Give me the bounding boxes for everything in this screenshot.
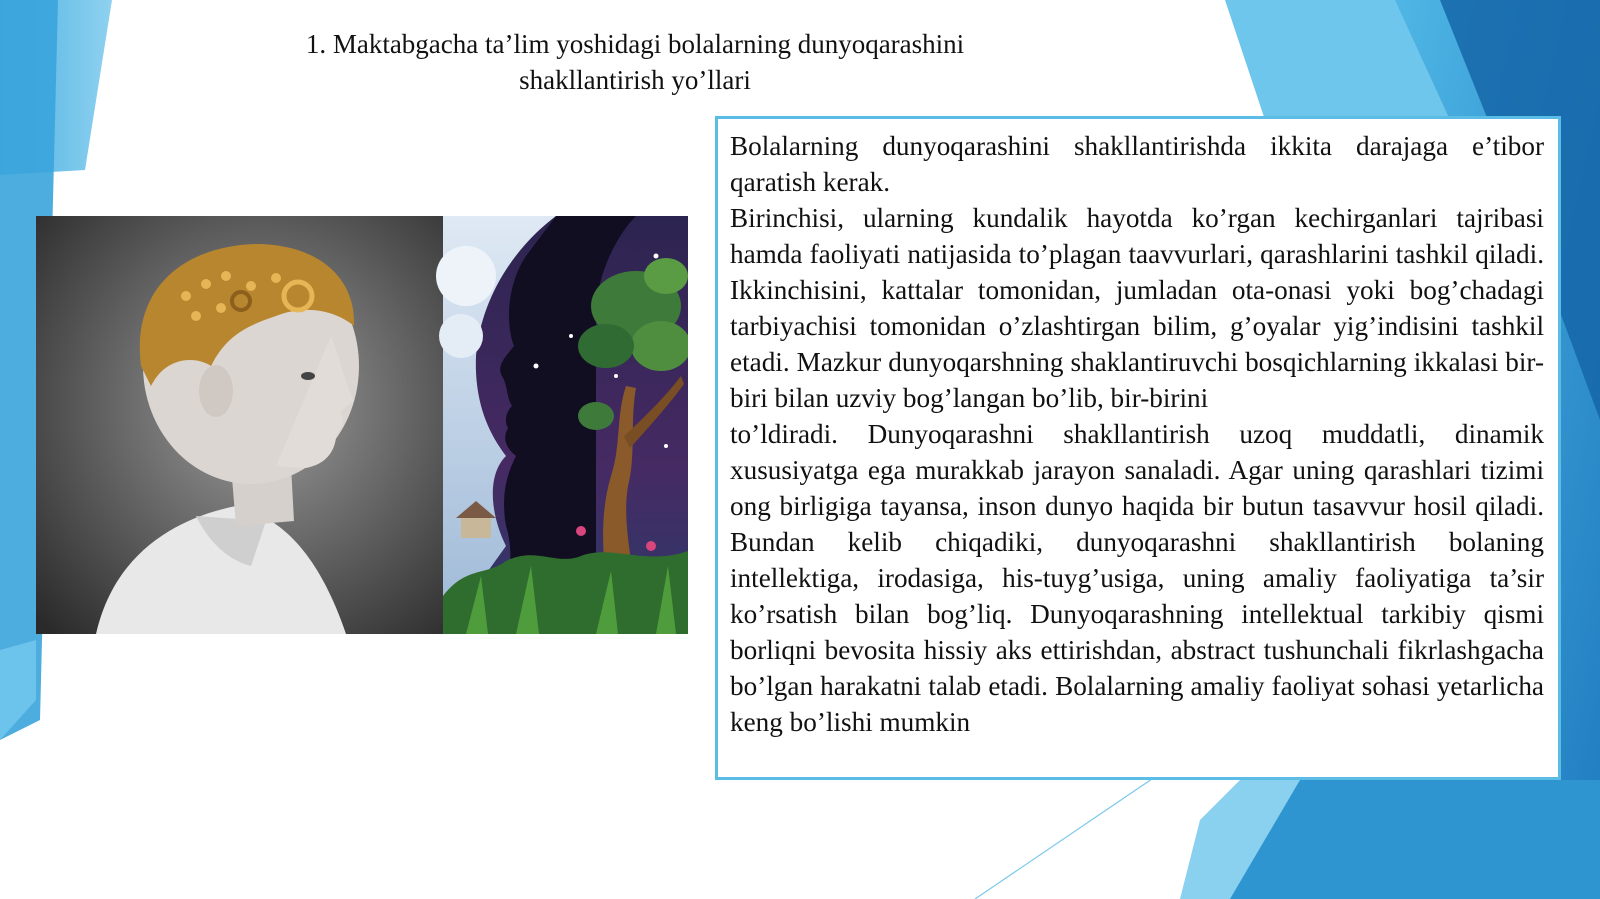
boy-profile-photo [36, 216, 443, 634]
content-text-box [715, 116, 1561, 780]
image-panel [36, 216, 688, 634]
slide-title [250, 26, 1020, 98]
bg-thin-line [975, 760, 1180, 899]
title-line-2: shakllantirish yo’llari [519, 65, 751, 95]
paragraph-1: Bolalarning dunyoqarashini shakllantirishda ikkita darajaga e’tibor qaratish kerak. [730, 131, 1544, 197]
title-line-1: 1. Maktabgacha ta’lim yoshidagi bolalarning dunyoqarashini [305, 29, 965, 59]
paragraph-3: to’ldiradi. Dunyoqarashni shakllantirish uzoq muddatli, dinamik xususiyatga ega murakkab jarayon sanaladi. Agar uning qarashlari tizimi ong birligiga tayansa, inson dunyo haqida bir butun tasavvur hosil qiladi. Bundan kelib chiqadiki, dunyoqarashni shakllantirish bolaning intellektiga, irodasiga, his-tuyg’usiga, uning amaliy faoliyatiga ta’sir ko’rsatish bilan bog’liq. Dunyoqarashning intellektual tarkibiy qismi borliqni bevosita hissiy aks ettirishdan, abstract tushunchali fikrlashgacha bo’lgan harakatni talab etadi. Bolalarning amaliy faoliyat sohasi yetarlicha keng bo’lishi mumkin [730, 419, 1544, 737]
paragraph-2: Birinchisi, ularning kundalik hayotda ko’rgan kechirganlari tajribasi hamda faoliyati natijasida to’plagan taavvurlari, qarashlarini tashkil qiladi. Ikkinchisini, kattalar tomonidan, jumladan ota-onasi yoki bog’chadagi tarbiyachisi tomonidan o’zlashtirgan bilim, g’oyalar yig’indisini tashkil etadi. Mazkur dunyoqarshning shaklantiruvchi bosqichlarning ikkalasi bir-biri bilan uzviy bog’langan bo’lib, bir-birini [730, 203, 1544, 413]
silhouette-tree-illustration [436, 216, 688, 634]
